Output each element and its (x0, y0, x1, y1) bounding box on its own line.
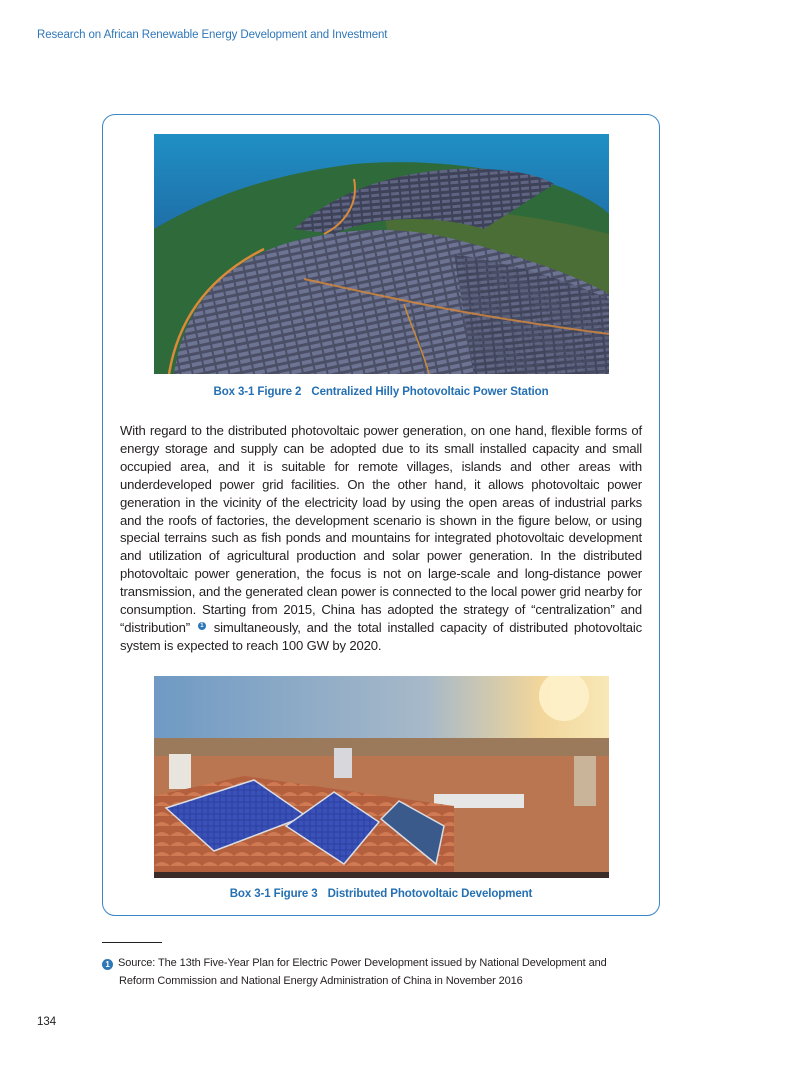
caption-title: Distributed Photovoltaic Development (327, 888, 533, 900)
footnote-divider (102, 942, 162, 943)
footnote-line-2: Reform Commission and National Energy Administration of China in November 2016 (119, 975, 523, 987)
figure-caption-hilly-pv (102, 386, 660, 398)
figure-rooftop-pv (154, 676, 609, 878)
figure-caption-rooftop-pv (102, 888, 660, 900)
rooftop-pv-image (154, 676, 609, 878)
page-number: 134 (37, 1016, 57, 1028)
body-paragraph (120, 422, 642, 655)
footnote (102, 954, 662, 990)
paragraph-text-part1: With regard to the distributed photovoltaic power generation, on one hand, flexible forms of energy storage and supply can be adopted due to its small installed capacity and small occupied area, and it is suitable for remote villages, islands and other areas with underdeveloped power grid facilities. On the other hand, it allows photovoltaic power generation in the vicinity of the electricity load by using the open areas of industrial parks and the roofs of factories, the development scenario is shown in the figure below, or using special terrains such as fish ponds and mountains for integrated photovoltaic development and utilization of agricultural production and solar power generation. In the distributed photovoltaic power generation, the focus is not on large-scale and long-distance power transmission, and the generated clean power is connected to the local power grid nearby for consumption. Starting from 2015, China has adopted the strategy of “centralization” and “distribution” (120, 423, 642, 635)
paragraph-text-part2: simultaneously, and the total installed capacity of distributed photovoltaic system is expected to reach 100 GW by 2020. (120, 619, 642, 653)
caption-number: Box 3-1 Figure 2 (213, 386, 302, 398)
caption-number: Box 3-1 Figure 3 (229, 888, 318, 900)
hilly-pv-station-image (154, 134, 609, 374)
footnote-number-marker: 1 (102, 959, 113, 970)
figure-hilly-pv-station (154, 134, 609, 374)
running-header: Research on African Renewable Energy Development and Investment (37, 29, 388, 41)
footnote-reference-marker[interactable]: 1 (198, 622, 206, 630)
caption-title: Centralized Hilly Photovoltaic Power Station (311, 386, 549, 398)
footnote-line-1: Source: The 13th Five-Year Plan for Electric Power Development issued by National Development and (118, 957, 607, 969)
